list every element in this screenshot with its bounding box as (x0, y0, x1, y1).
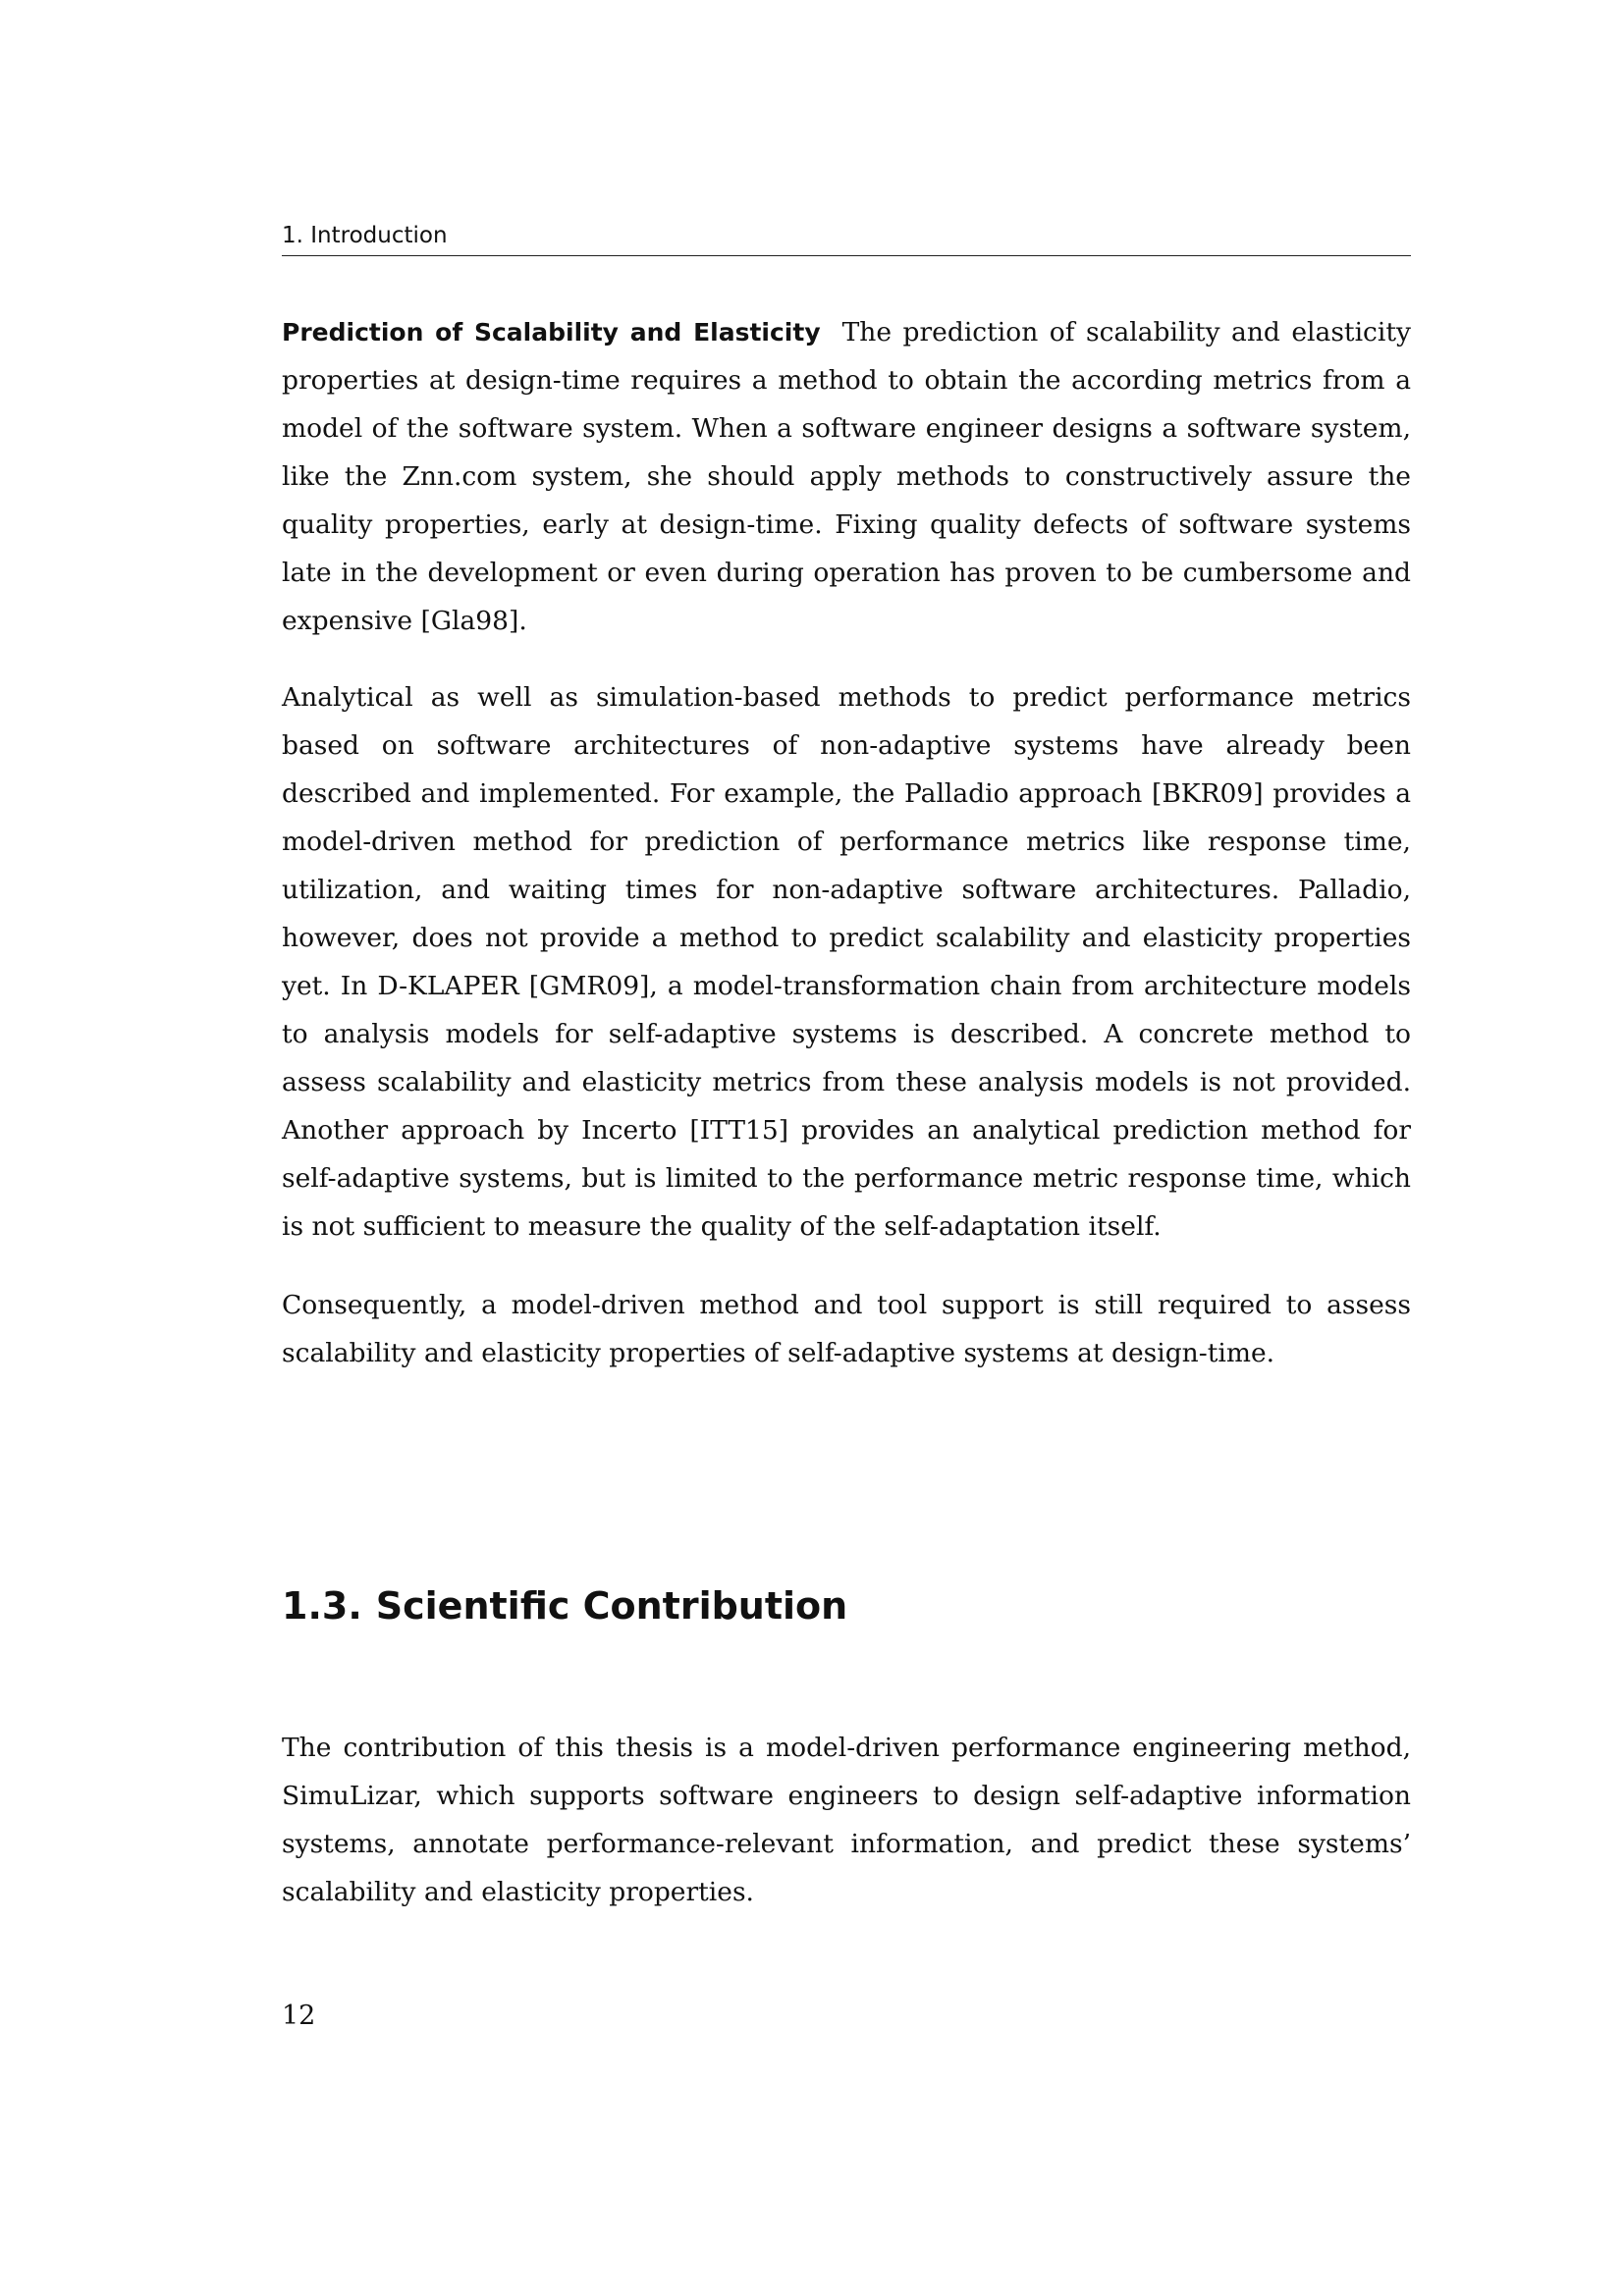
page-number: 12 (282, 2001, 316, 2031)
header-rule (282, 255, 1411, 256)
paragraph-consequently (282, 1281, 1411, 1377)
paragraph-methods (282, 673, 1411, 1251)
section-title-text: Scientific Contribution (375, 1584, 848, 1628)
paragraph-text: Consequently, a model-driven method and tool support is still required to assess scalability and elasticity properties of self-adaptive systems at design-time. (282, 1290, 1411, 1368)
paragraph-contribution (282, 1724, 1411, 1916)
paragraph-text: Analytical as well as simulation-based methods to predict performance metrics based on software architectures of non-adaptive systems have already been described and implemented. For example, the Palladio approach [BKR09] provides a model-driven method for prediction of performance metrics like response time, utilization, and waiting times for non-adaptive software architectures. Palladio, however, does not provide a method to predict scalability and elasticity properties yet. In D-KLAPER [GMR09], a model-transformation chain from architecture models to analysis models for self-adaptive systems is described. A concrete method to assess scalability and elasticity metrics from these analysis models is not provided. Another approach by Incerto [ITT15] provides an analytical prediction method for self-adaptive systems, but is limited to the performance metric response time, which is not sufficient to measure the quality of the self-adaptation itself. (282, 682, 1411, 1242)
section-number: 1.3. (282, 1584, 362, 1628)
paragraph-text: The prediction of scalability and elasticity properties at design-time requires a method to obtain the according metrics from a model of the software system. When a software engineer designs a software system, like the Znn.com system, she should apply methods to constructively assure the quality properties, early at design-time. Fixing quality defects of software systems late in the development or even during operation has proven to be cumbersome and expensive [Gla98]. (282, 317, 1411, 636)
paragraph-text: The contribution of this thesis is a model-driven performance engineering method, SimuLizar, which supports software engineers to design self-adaptive information systems, annotate performance-relevant information, and predict these systems’ scalability and elasticity properties. (282, 1733, 1411, 1907)
paragraph-heading: Prediction of Scalability and Elasticity (282, 318, 821, 347)
section-title (282, 1582, 1411, 1629)
paragraph-prediction (282, 308, 1411, 645)
running-header: 1. Introduction (282, 223, 448, 248)
